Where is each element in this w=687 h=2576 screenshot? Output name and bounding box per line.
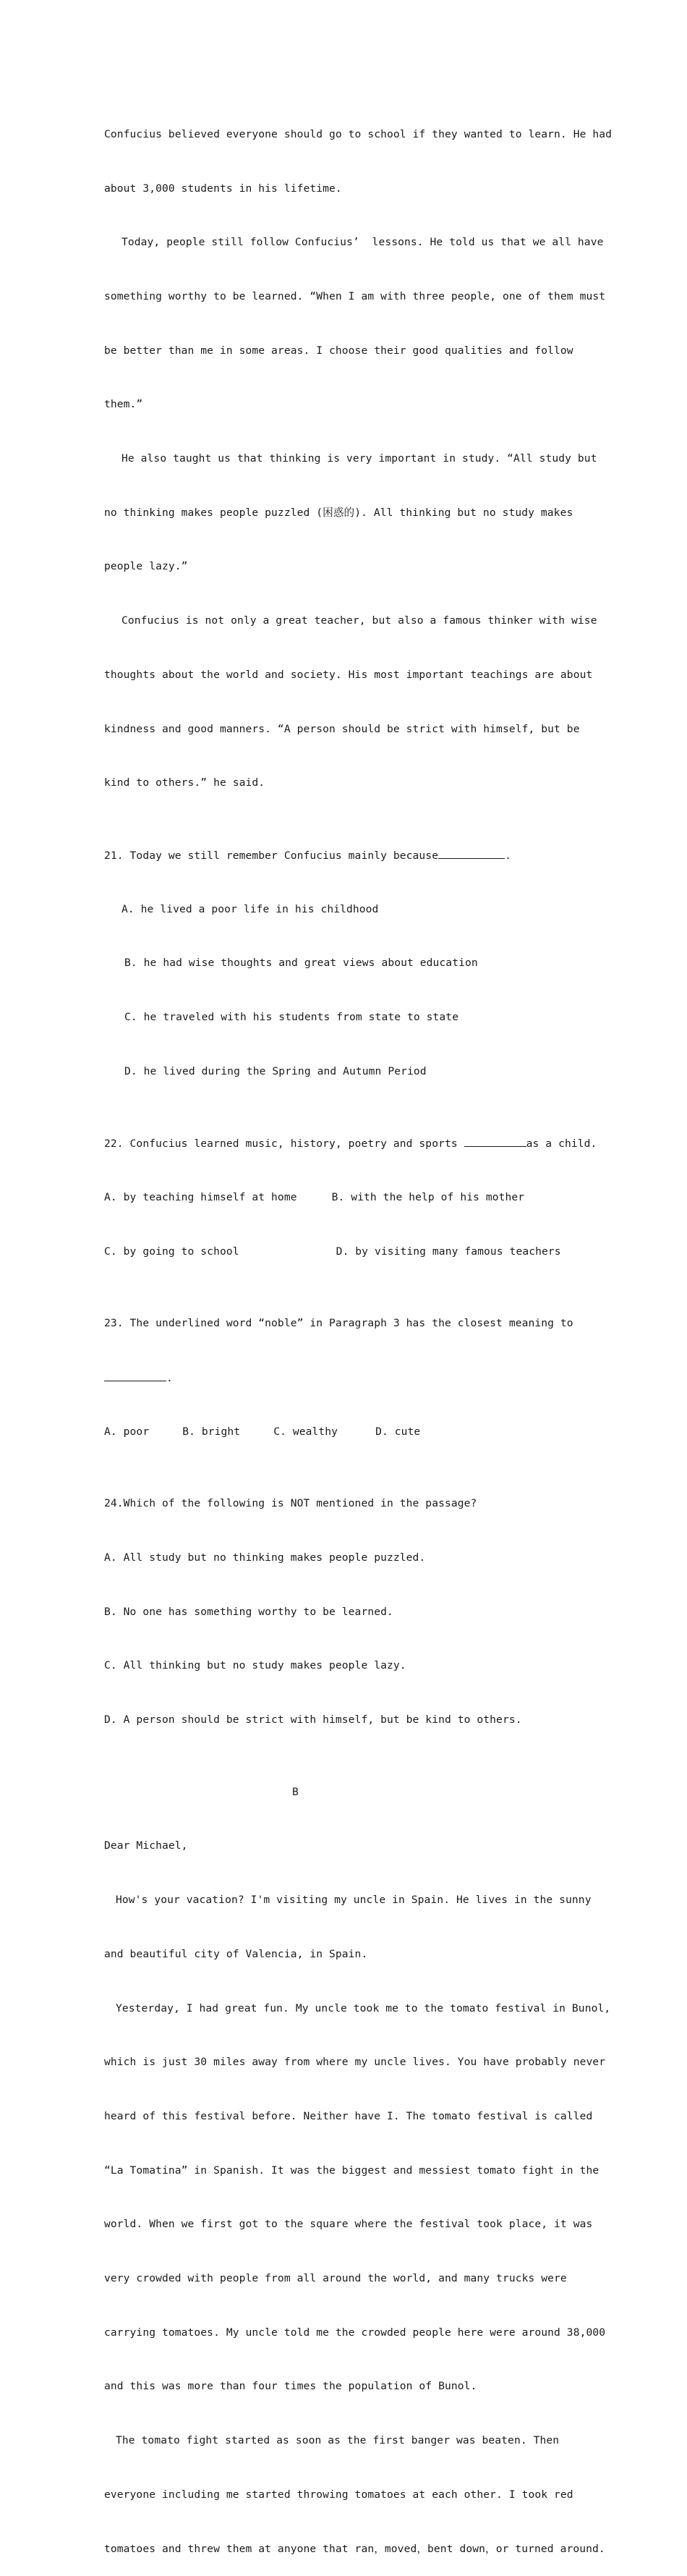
document-page xyxy=(104,90,613,2576)
question-21-option-b: B. he had wise thoughts and great views about education xyxy=(124,957,478,970)
passage-a-line: Today, people still follow Confucius’ lessons. He told us that we all have xyxy=(121,236,604,249)
question-22-option-a: A. by teaching himself at home xyxy=(104,1190,297,1203)
passage-a-line: no thinking makes people puzzled (困惑的). All thinking but no study makes xyxy=(104,506,573,519)
passage-a-line: about 3,000 students in his lifetime. xyxy=(104,182,342,195)
question-24-option-c: C. All thinking but no study makes people lazy. xyxy=(104,1659,406,1672)
question-23-blank-line: . xyxy=(104,1369,596,1387)
question-23-option-a: A. poor xyxy=(104,1425,150,1438)
question-24-stem: 24.Which of the following is NOT mentioned in the passage? xyxy=(104,1497,477,1510)
passage-a-line: kindness and good manners. “A person should be strict with himself, but be xyxy=(104,722,580,735)
passage-b-line: everyone including me started throwing tomatoes at each other. I took red xyxy=(104,2488,573,2501)
question-23-option-c: C. wealthy xyxy=(273,1425,338,1438)
passage-b-line: very crowded with people from all around the world, and many trucks were xyxy=(104,2272,567,2285)
question-22-options-ab xyxy=(104,1189,596,1207)
passage-a-line: Confucius is not only a great teacher, but also a famous thinker with wise xyxy=(121,614,597,627)
question-21-option-c: C. he traveled with his students from state to state xyxy=(124,1010,459,1023)
letter-greeting: Dear Michael, xyxy=(104,1839,188,1852)
question-23-option-b: B. bright xyxy=(182,1425,241,1438)
passage-b-line: tomatoes and threw them at anyone that ran，moved，bent down，or turned around. xyxy=(104,2542,605,2555)
passage-a-line: He also taught us that thinking is very important in study. “All study but xyxy=(121,452,597,465)
passage-b-line: and beautiful city of Valencia, in Spain. xyxy=(104,1947,368,1960)
passage-b-line: heard of this festival before. Neither have I. The tomato festival is called xyxy=(104,2109,593,2122)
question-23-options xyxy=(104,1423,596,1441)
question-22-option-b: B. with the help of his mother xyxy=(331,1190,525,1203)
passage-b-line: and this was more than four times the population of Bunol. xyxy=(104,2380,477,2393)
passage-a-line: them.” xyxy=(104,398,143,411)
passage-a-line: something worthy to be learned. “When I am with three people, one of them must xyxy=(104,289,606,302)
passage-a-line: kind to others.” he said. xyxy=(104,776,265,789)
question-21-stem: 21. Today we still remember Confucius mainly because . xyxy=(104,847,596,865)
question-21-option-d: D. he lived during the Spring and Autumn Period xyxy=(124,1064,427,1077)
passage-a-line: people lazy.” xyxy=(104,560,188,573)
question-24-option-d: D. A person should be strict with himself, but be kind to others. xyxy=(104,1713,522,1726)
question-24-option-b: B. No one has something worthy to be learned. xyxy=(104,1605,393,1618)
passage-a-line: thoughts about the world and society. His most important teachings are about xyxy=(104,668,593,681)
question-24-option-a: A. All study but no thinking makes people puzzled. xyxy=(104,1551,426,1564)
passage-a-line: be better than me in some areas. I choose their good qualities and follow xyxy=(104,344,573,357)
answer-blank xyxy=(104,1369,166,1381)
answer-blank xyxy=(464,1135,526,1147)
question-23-stem: 23. The underlined word “noble” in Paragraph 3 has the closest meaning to xyxy=(104,1317,573,1330)
question-22-options-cd xyxy=(104,1243,596,1261)
question-21-option-a: A. he lived a poor life in his childhood xyxy=(121,902,379,915)
passage-b-line: Yesterday, I had great fun. My uncle took me to the tomato festival in Bunol, xyxy=(116,2001,611,2014)
question-22-option-c: C. by going to school xyxy=(104,1245,239,1258)
question-22-option-d: D. by visiting many famous teachers xyxy=(336,1245,561,1258)
question-22-stem: 22. Confucius learned music, history, poetry and sports as a child. xyxy=(104,1135,596,1153)
answer-blank xyxy=(438,847,505,859)
passage-b-line: “La Tomatina” in Spanish. It was the biggest and messiest tomato fight in the xyxy=(104,2164,599,2177)
passage-b-line: The tomato fight started as soon as the first banger was beaten. Then xyxy=(116,2434,560,2447)
passage-b-line: How's your vacation? I'm visiting my uncle in Spain. He lives in the sunny xyxy=(116,1894,592,1907)
passage-b-line: which is just 30 miles away from where my uncle lives. You have probably never xyxy=(104,2056,606,2069)
passage-b-line: world. When we first got to the square where the festival took place, it was xyxy=(104,2218,593,2231)
passage-a-line: Confucius believed everyone should go to school if they wanted to learn. He had xyxy=(104,127,613,140)
section-b-heading: B xyxy=(292,1785,299,1798)
passage-b-line: carrying tomatoes. My uncle told me the crowded people here were around 38,000 xyxy=(104,2326,606,2339)
question-23-option-d: D. cute xyxy=(375,1425,421,1438)
